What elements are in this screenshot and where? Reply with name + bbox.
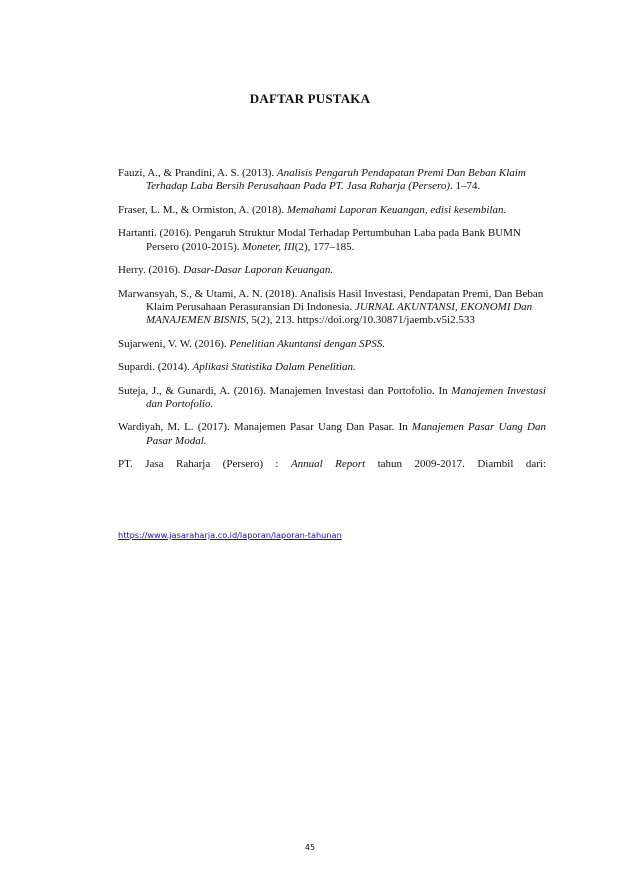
reference-fauzi bbox=[118, 167, 546, 194]
reference-text: , 5(2), 213. https://doi.org/10.30871/jaemb.v5i2.533 bbox=[245, 314, 475, 327]
reference-text: Fraser, L. M., & Ormiston, A. (2018). bbox=[118, 203, 287, 216]
reference-title: Manajemen Investasi dan Portofolio. bbox=[146, 384, 546, 410]
reference-supardi bbox=[118, 361, 546, 374]
reference-hartanti bbox=[118, 227, 546, 254]
reference-text: Herry. (2016). bbox=[118, 264, 184, 277]
page-title: DAFTAR PUSTAKA bbox=[249, 91, 371, 106]
reference-title: Aplikasi Statistika Dalam Penelitian. bbox=[192, 361, 356, 374]
reference-text: Fauzi, A., & Prandini, A. S. (2013). bbox=[118, 167, 277, 179]
reference-title: Moneter, III bbox=[242, 240, 295, 253]
reference-text: Marwansyah, S., & Utami, A. N. (2018). Analisis Hasil Investasi, Pendapatan Premi, Dan Beban Klaim Perusahaan Perasuransian Di Indonesia. bbox=[118, 287, 544, 313]
page-number: 45 bbox=[304, 843, 316, 852]
reference-text: Suteja, J., & Gunardi, A. (2016). Manajemen Investasi dan Portofolio. In bbox=[118, 384, 452, 397]
reference-jasa-raharja bbox=[118, 458, 546, 471]
reference-title: Penelitian Akuntansi dengan SPSS. bbox=[229, 337, 386, 350]
reference-title: Memahami Laporan Keuangan, edisi kesembilan. bbox=[286, 203, 507, 216]
reference-suteja bbox=[118, 385, 546, 412]
reference-marwansyah bbox=[118, 288, 546, 328]
reference-text: Wardiyah, M. L. (2017). Manajemen Pasar Uang Dan Pasar. In bbox=[118, 421, 412, 434]
reference-text: . 1–74. bbox=[450, 180, 481, 193]
reference-text: Sujarweni, V. W. (2016). bbox=[118, 337, 230, 350]
reference-text: PT. Jasa Raharja (Persero) : bbox=[118, 458, 291, 471]
reference-fraser bbox=[118, 204, 546, 217]
reference-wardiyah bbox=[118, 421, 546, 448]
reference-herry bbox=[118, 264, 546, 277]
reference-title: Manajemen Pasar Uang Dan Pasar Modal. bbox=[146, 421, 546, 447]
reference-sujarweni bbox=[118, 338, 546, 351]
reference-text: Hartanti. (2016). Pengaruh Struktur Modal Terhadap Pertumbuhan Laba pada Bank BUMN Persero (2010-2015). bbox=[118, 227, 521, 253]
reference-list bbox=[118, 167, 546, 471]
reference-title: Annual Report bbox=[290, 458, 366, 471]
annual-report-link[interactable]: https://www.jasaraharja.co.id/laporan/laporan-tahunan bbox=[118, 530, 342, 540]
reference-title: Analisis Pengaruh Pendapatan Premi Dan Beban Klaim Terhadap Laba Bersih Perusahaan Pada PT. Jasa Raharja (Persero) bbox=[146, 167, 526, 193]
reference-text: tahun 2009-2017. Diambil dari: bbox=[365, 458, 547, 471]
reference-text: Supardi. (2014). bbox=[118, 361, 193, 374]
reference-text: (2), 177–185. bbox=[294, 240, 355, 253]
reference-title: Dasar-Dasar Laporan Keuangan. bbox=[183, 264, 334, 277]
reference-title: JURNAL AKUNTANSI, EKONOMI Dan MANAJEMEN BISNIS bbox=[146, 300, 533, 327]
